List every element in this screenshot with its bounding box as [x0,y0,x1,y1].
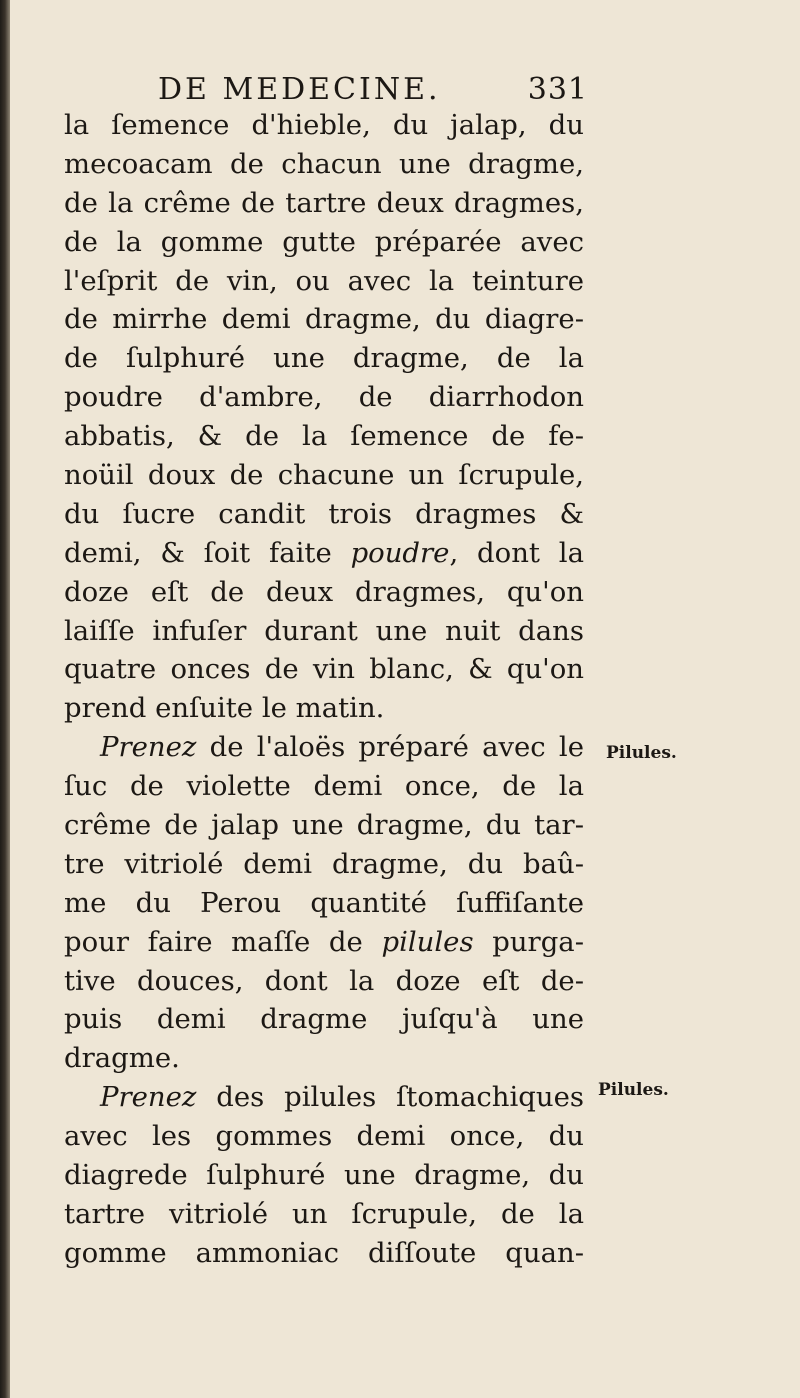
margin-note: Pilules. [606,743,677,763]
text-line: poudre d'ambre, de diarrhodon [64,381,584,414]
text-line: la ſemence d'hieble, du jalap, du [64,109,584,141]
text-line: de ſulphuré une dragme, de la [64,342,584,375]
text-line: ſuc de violette demi once, de la [64,770,584,803]
text-line: abbatis, & de la ſemence de fe- [64,420,584,453]
italic-word: Prenez [100,1081,197,1114]
text-segment: demi, & ſoit faite [64,536,332,569]
text-line: dragme. [64,1042,180,1075]
running-title: DE MEDECINE. [158,72,441,107]
text-line: gomme ammoniac diſſoute quan- [64,1236,584,1269]
body-text [64,106,584,1273]
text-segment: pour faire maſſe de [64,925,382,958]
text-line: du ſucre candit trois dragmes & [64,497,584,530]
book-gutter [0,0,10,1398]
text-segment: de l'aloës préparé avec le [196,731,584,764]
text-line: mecoacam de chacun une dragme, [64,147,584,180]
text-line: de la crême de tartre deux dragmes, [64,186,584,219]
text-line: avec les gommes demi once, du [64,1120,584,1153]
text-line: me du Perou quantité ſuffiſante [64,886,584,919]
text-line: tre vitriolé demi dragme, du baû- [64,847,584,880]
text-line: de la gomme gutte préparée avec [64,225,584,258]
margin-note: Pilules. [598,1080,669,1100]
text-line: prend enſuite le matin. [64,692,385,725]
text-segment: purga- [473,925,584,958]
text-line: noüil doux de chacune un ſcrupule, [64,459,584,492]
italic-word: poudre [350,536,450,569]
text-line [64,728,584,767]
text-line [64,1078,584,1117]
text-line [64,534,584,573]
book-page [10,0,800,1398]
text-line [64,923,584,962]
text-segment: des pilules ſtomachiques [196,1081,584,1114]
italic-word: Prenez [100,731,197,764]
text-line: diagrede ſulphuré une dragme, du [64,1159,584,1192]
text-line: tartre vitriolé un ſcrupule, de la [64,1197,584,1230]
text-line: tive douces, dont la doze eſt de- [64,964,584,997]
text-line: de mirrhe demi dragme, du diagre- [64,303,584,336]
text-line: doze eſt de deux dragmes, qu'on [64,575,584,608]
text-line: quatre onces de vin blanc, & qu'on [64,653,584,686]
text-line: laiſſe infuſer durant une nuit dans [64,614,584,647]
text-line: l'eſprit de vin, ou avec la teinture [64,264,584,297]
text-segment: , dont la [449,536,584,569]
italic-word: pilules [381,925,474,958]
page-number: 331 [527,72,588,107]
text-line: puis demi dragme juſqu'à une [64,1003,584,1036]
text-line: crême de jalap une dragme, du tar- [64,809,584,842]
